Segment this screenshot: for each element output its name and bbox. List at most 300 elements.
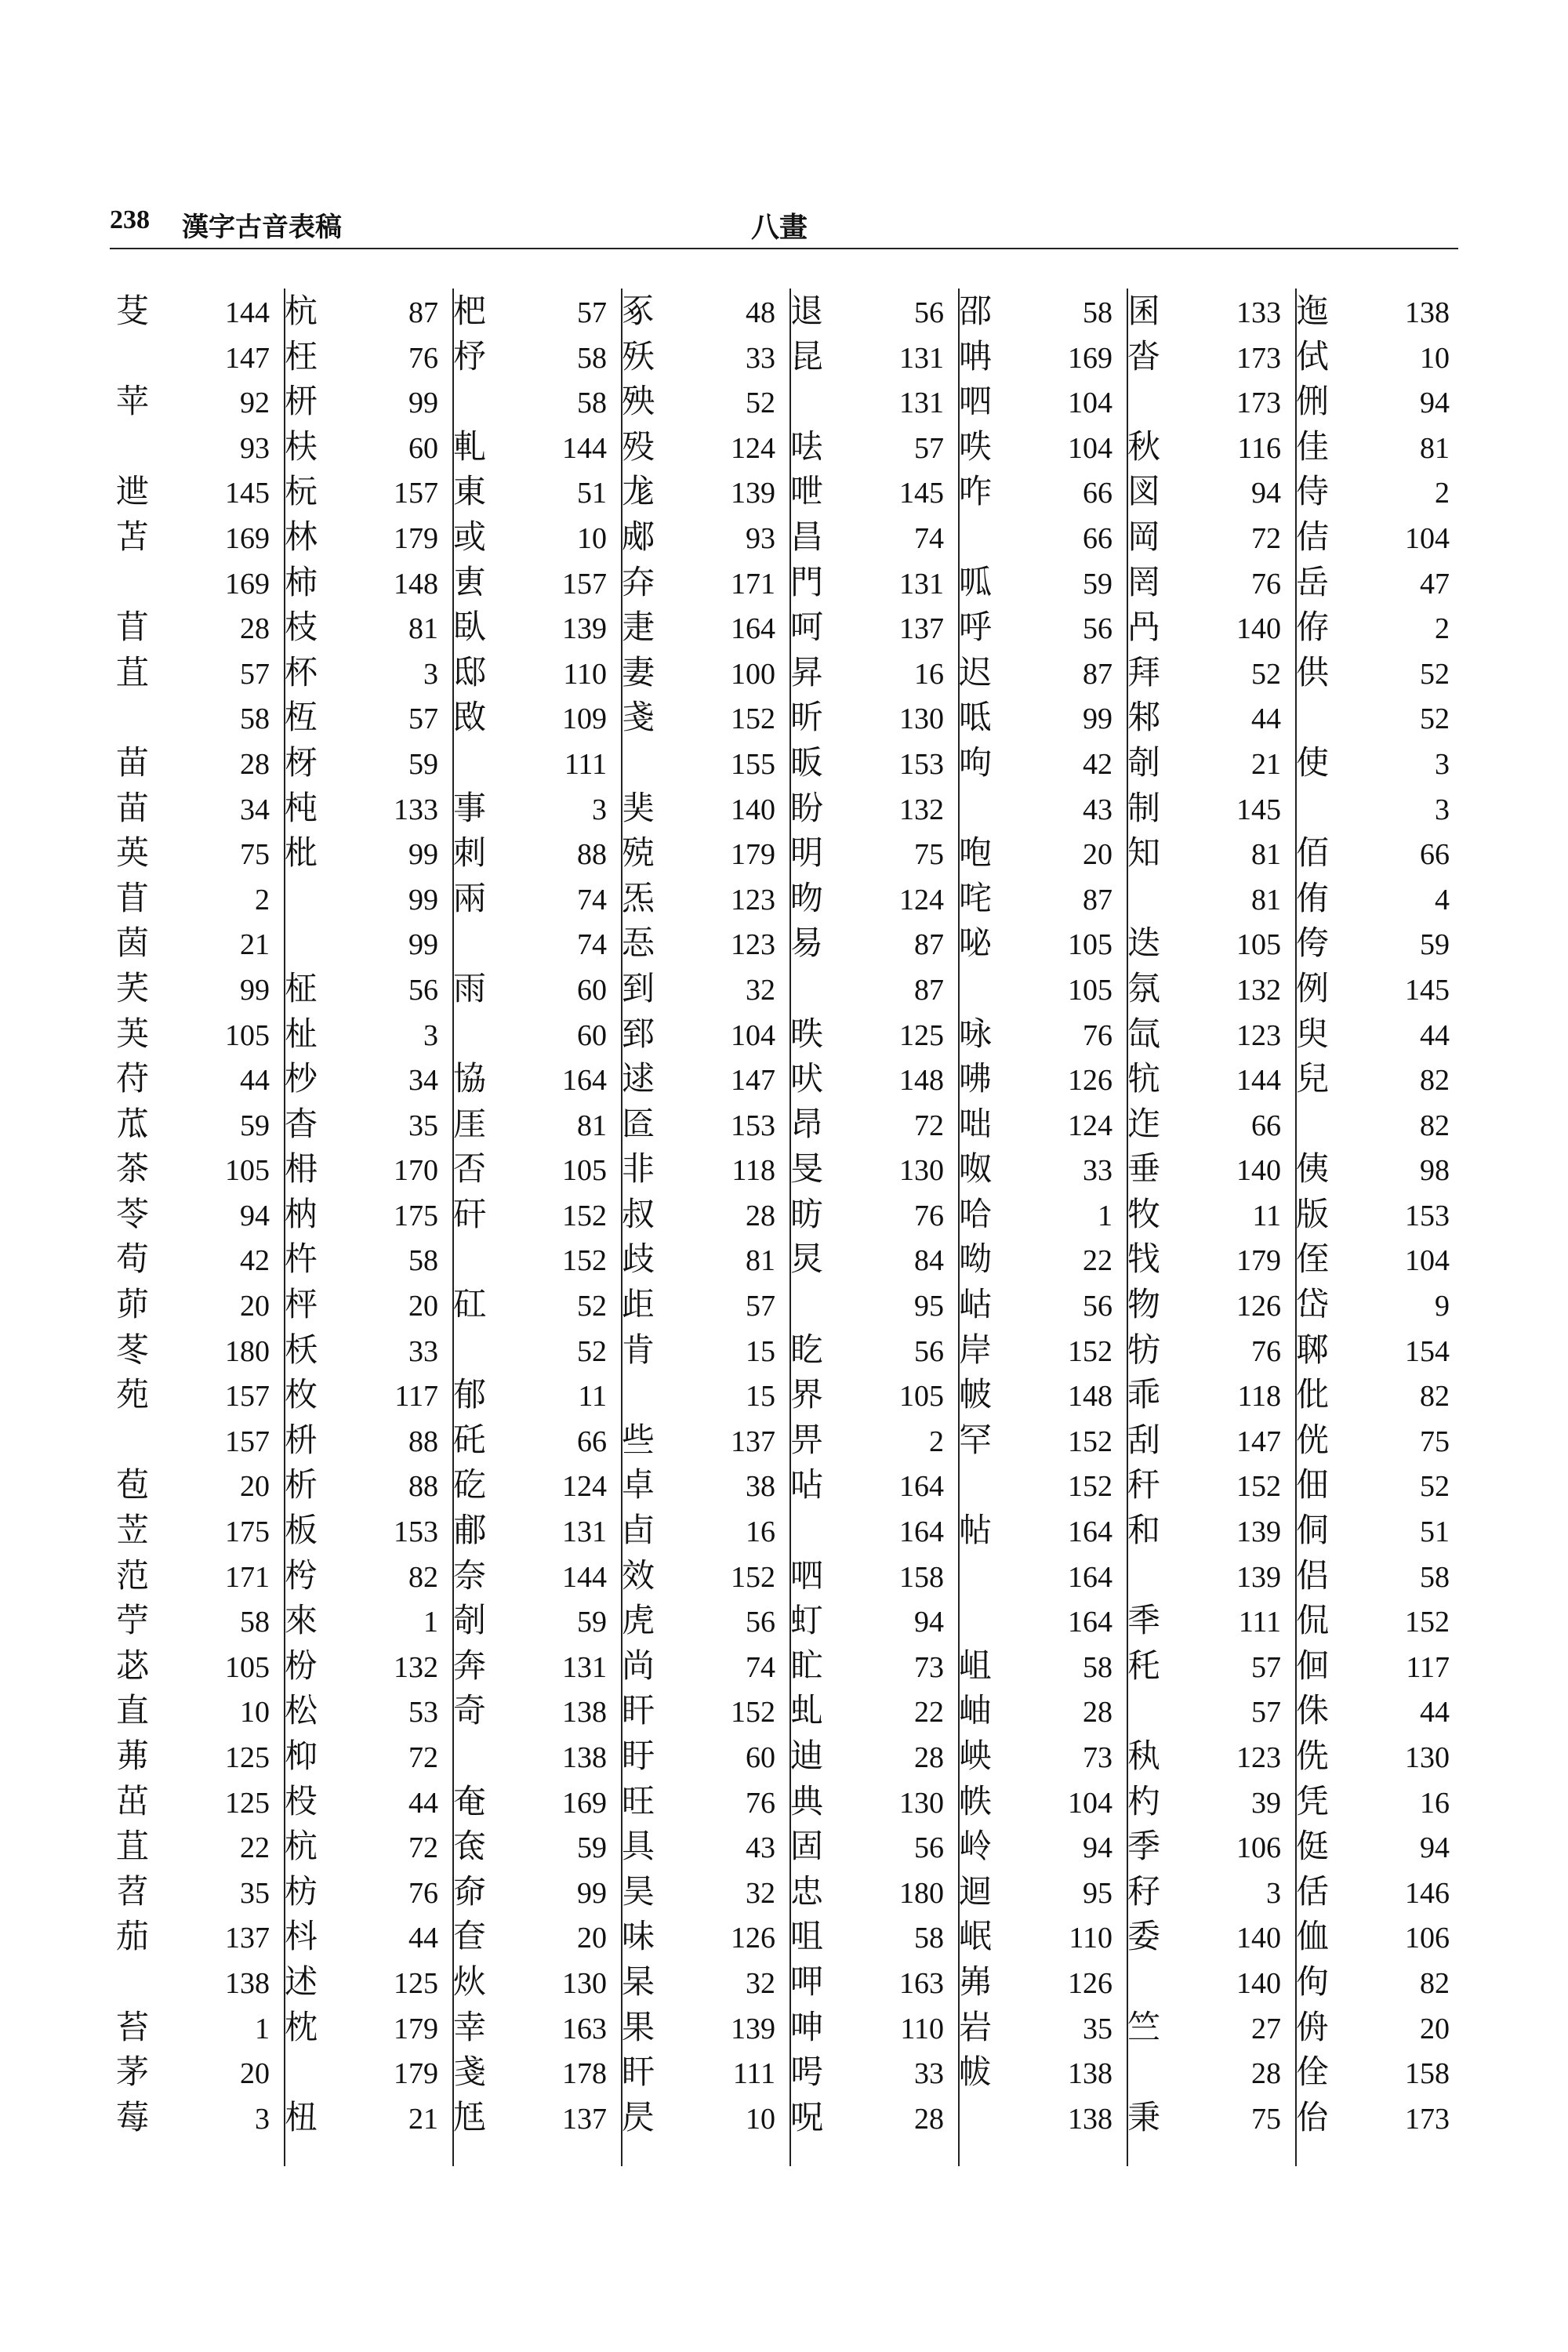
- entry-character: 枇: [285, 833, 318, 873]
- index-entry: [1290, 920, 1464, 966]
- index-entry: [615, 786, 789, 831]
- index-entry: [110, 560, 284, 605]
- index-entry: [1121, 2005, 1295, 2050]
- entry-character: 侙: [1296, 336, 1330, 376]
- entry-character: 杲: [622, 1962, 655, 2001]
- index-entry: [615, 1643, 789, 1689]
- index-entry: [278, 1733, 452, 1779]
- entry-page-ref: 94: [1420, 387, 1450, 420]
- entry-character: 苕: [116, 1871, 150, 1911]
- entry-character: 矺: [453, 1420, 487, 1459]
- entry-character: 秋: [1127, 426, 1161, 466]
- index-entry: [615, 1146, 789, 1192]
- index-entry: [953, 1011, 1127, 1057]
- index-entry: [784, 876, 958, 921]
- index-entry: [1121, 1643, 1295, 1689]
- entry-character: 固: [790, 1827, 824, 1866]
- entry-character: 直: [116, 1691, 150, 1730]
- entry-page-ref: 130: [1405, 1741, 1450, 1774]
- entry-page-ref: 81: [1420, 431, 1450, 465]
- entry-character: 殀: [622, 336, 655, 376]
- index-entry: [110, 1327, 284, 1373]
- entry-page-ref: 28: [746, 1199, 775, 1232]
- index-entry: [1121, 1824, 1295, 1869]
- index-entry: [110, 424, 284, 470]
- entry-page-ref: 164: [731, 612, 775, 646]
- entry-page-ref: 84: [914, 1244, 944, 1278]
- index-entry: [953, 604, 1127, 650]
- entry-character: 岪: [959, 1962, 993, 2001]
- entry-character: 呦: [959, 1240, 993, 1279]
- entry-character: 匼: [622, 1104, 655, 1143]
- entry-page-ref: 124: [731, 431, 775, 465]
- entry-page-ref: 20: [240, 1470, 270, 1504]
- entry-character: 炏: [453, 1962, 487, 2001]
- entry-character: 茀: [116, 1737, 150, 1775]
- entry-page-ref: 152: [731, 702, 775, 736]
- entry-character: 易: [790, 924, 824, 963]
- entry-character: 苓: [116, 1194, 150, 1233]
- index-entry: [784, 1869, 958, 1915]
- index-entry: [1290, 289, 1464, 334]
- entry-character: 氙: [1127, 1014, 1161, 1053]
- index-entry: [278, 1146, 452, 1192]
- entry-page-ref: 147: [225, 341, 270, 375]
- entry-character: 侃: [1296, 1601, 1330, 1640]
- index-entry: [1290, 424, 1464, 470]
- index-entry: [447, 1011, 621, 1057]
- entry-character: 侹: [1296, 1827, 1330, 1866]
- entry-character: 盰: [622, 2053, 655, 2092]
- entry-page-ref: 171: [731, 567, 775, 601]
- entry-page-ref: 56: [408, 973, 438, 1007]
- entry-page-ref: 47: [1420, 567, 1450, 601]
- entry-character: 枡: [285, 1420, 318, 1459]
- entry-page-ref: 58: [240, 1606, 270, 1639]
- entry-page-ref: 3: [423, 657, 438, 691]
- entry-page-ref: 82: [1420, 1109, 1450, 1142]
- index-entry: [784, 740, 958, 786]
- entry-character: 厓: [453, 1104, 487, 1143]
- entry-page-ref: 59: [577, 1606, 607, 1639]
- entry-page-ref: 152: [1405, 1606, 1450, 1639]
- entry-page-ref: 3: [423, 1018, 438, 1052]
- entry-page-ref: 42: [240, 1244, 270, 1278]
- entry-page-ref: 152: [731, 1696, 775, 1730]
- entry-page-ref: 66: [1083, 521, 1112, 555]
- index-entry: [447, 604, 621, 650]
- entry-page-ref: 99: [408, 838, 438, 872]
- entry-page-ref: 74: [746, 1650, 775, 1684]
- entry-character: 呹: [959, 426, 993, 466]
- index-entry: [278, 424, 452, 470]
- index-entry: [278, 560, 452, 605]
- index-entry: [110, 1598, 284, 1643]
- entry-character: 英: [116, 833, 150, 873]
- entry-page-ref: 116: [1237, 431, 1281, 465]
- entry-character: 忢: [622, 924, 655, 963]
- entry-character: 帖: [959, 1511, 993, 1550]
- entry-page-ref: 1: [423, 1606, 438, 1639]
- index-entry: [1290, 1146, 1464, 1192]
- entry-character: 杸: [285, 1781, 318, 1820]
- entry-page-ref: 21: [1251, 747, 1281, 781]
- index-entry: [110, 920, 284, 966]
- index-entry: [278, 1598, 452, 1643]
- entry-page-ref: 105: [225, 1154, 270, 1188]
- index-entry: [953, 289, 1127, 334]
- index-entry: [278, 1643, 452, 1689]
- entry-character: 咋: [959, 472, 993, 511]
- entry-character: 苽: [116, 1104, 150, 1143]
- entry-page-ref: 105: [562, 1154, 607, 1188]
- entry-page-ref: 145: [899, 477, 944, 510]
- entry-character: 昄: [790, 742, 824, 782]
- entry-character: 侀: [1296, 382, 1330, 421]
- index-entry: [784, 1824, 958, 1869]
- entry-page-ref: 56: [914, 1831, 944, 1865]
- index-entry: [447, 2005, 621, 2050]
- index-entry: [784, 695, 958, 740]
- entry-character: 軋: [453, 426, 487, 466]
- entry-character: 供: [1296, 652, 1330, 691]
- index-entry: [615, 650, 789, 695]
- index-entry: [447, 1553, 621, 1599]
- entry-character: 茁: [116, 1781, 150, 1820]
- entry-page-ref: 125: [899, 1018, 944, 1052]
- entry-character: 咄: [959, 1104, 993, 1143]
- index-entry: [784, 1733, 958, 1779]
- index-entry: [953, 1688, 1127, 1733]
- entry-character: 奜: [622, 788, 655, 827]
- entry-character: 氛: [1127, 968, 1161, 1007]
- entry-page-ref: 21: [408, 2102, 438, 2136]
- entry-character: 岨: [959, 1646, 993, 1685]
- index-entry: [1290, 1282, 1464, 1327]
- entry-page-ref: 9: [1435, 1290, 1450, 1323]
- entry-character: 苹: [116, 382, 150, 421]
- entry-page-ref: 33: [914, 2057, 944, 2091]
- index-entry: [1290, 1508, 1464, 1553]
- entry-character: 尚: [622, 1646, 655, 1685]
- entry-page-ref: 88: [408, 1470, 438, 1504]
- entry-page-ref: 52: [577, 1290, 607, 1323]
- index-entry: [1121, 1327, 1295, 1373]
- entry-page-ref: 93: [240, 431, 270, 465]
- index-entry: [615, 424, 789, 470]
- entry-page-ref: 2: [1435, 477, 1450, 510]
- entry-page-ref: 3: [592, 793, 607, 826]
- index-entry: [615, 469, 789, 514]
- entry-page-ref: 76: [408, 341, 438, 375]
- index-entry: [784, 1779, 958, 1824]
- entry-character: 季: [1127, 1827, 1161, 1866]
- entry-character: 枊: [285, 1737, 318, 1775]
- entry-page-ref: 27: [1251, 2012, 1281, 2045]
- entry-page-ref: 140: [731, 793, 775, 826]
- entry-page-ref: 57: [1251, 1696, 1281, 1730]
- entry-page-ref: 157: [225, 1425, 270, 1458]
- entry-page-ref: 92: [240, 387, 270, 420]
- index-entry: [615, 334, 789, 379]
- entry-character: 秇: [1127, 1737, 1161, 1775]
- entry-character: 效: [622, 1555, 655, 1595]
- entry-page-ref: 171: [225, 1560, 270, 1594]
- entry-page-ref: 2: [1435, 612, 1450, 646]
- index-entry: [110, 1417, 284, 1463]
- entry-page-ref: 2: [929, 1425, 944, 1458]
- index-entry: [615, 1779, 789, 1824]
- entry-character: 妻: [622, 652, 655, 691]
- entry-character: 奃: [453, 1827, 487, 1866]
- entry-character: 凭: [1296, 1781, 1330, 1820]
- entry-page-ref: 148: [1068, 1380, 1112, 1414]
- index-entry: [615, 1733, 789, 1779]
- entry-character: 制: [1127, 788, 1161, 827]
- entry-character: 果: [622, 2007, 655, 2046]
- entry-page-ref: 59: [1083, 567, 1112, 601]
- index-entry: [1290, 1102, 1464, 1147]
- index-entry: [784, 469, 958, 514]
- entry-page-ref: 57: [577, 296, 607, 329]
- index-column: [447, 289, 622, 2166]
- entry-character: 昳: [790, 1014, 824, 1053]
- entry-page-ref: 43: [746, 1831, 775, 1865]
- entry-page-ref: 126: [1068, 1064, 1112, 1098]
- index-entry: [278, 2005, 452, 2050]
- entry-page-ref: 163: [562, 2012, 607, 2045]
- entry-character: 侗: [1296, 1511, 1330, 1550]
- entry-character: 盼: [790, 788, 824, 827]
- entry-character: 侍: [1296, 472, 1330, 511]
- entry-character: 枋: [285, 1871, 318, 1911]
- index-entry: [784, 1372, 958, 1417]
- entry-page-ref: 28: [1083, 1696, 1112, 1730]
- index-entry: [110, 1056, 284, 1102]
- entry-character: 咇: [959, 924, 993, 963]
- entry-character: 邸: [453, 652, 487, 691]
- index-entry: [110, 334, 284, 379]
- index-entry: [784, 334, 958, 379]
- entry-page-ref: 179: [394, 2012, 438, 2045]
- entry-character: 郁: [453, 1375, 487, 1414]
- entry-page-ref: 73: [914, 1650, 944, 1684]
- entry-character: 尪: [453, 2097, 487, 2136]
- entry-page-ref: 58: [1083, 296, 1112, 329]
- entry-character: 豖: [622, 292, 655, 330]
- index-entry: [278, 2049, 452, 2095]
- index-column: [615, 289, 791, 2166]
- entry-page-ref: 126: [1236, 1290, 1281, 1323]
- index-entry: [615, 1417, 789, 1463]
- entry-character: 垂: [1127, 1149, 1161, 1189]
- entry-page-ref: 153: [394, 1515, 438, 1549]
- index-entry: [615, 695, 789, 740]
- entry-page-ref: 157: [394, 477, 438, 510]
- entry-character: 枉: [285, 336, 318, 376]
- entry-character: 枕: [285, 2007, 318, 2046]
- section-title: 八畫: [751, 211, 808, 244]
- index-entry: [278, 650, 452, 695]
- entry-page-ref: 44: [240, 1064, 270, 1098]
- entry-character: 剞: [453, 1601, 487, 1640]
- entry-page-ref: 137: [225, 1922, 270, 1955]
- index-entry: [110, 2005, 284, 2050]
- index-entry: [110, 1959, 284, 2005]
- entry-page-ref: 74: [577, 883, 607, 916]
- entry-character: 佶: [1296, 517, 1330, 556]
- entry-page-ref: 22: [1083, 1244, 1112, 1278]
- entry-page-ref: 131: [899, 341, 944, 375]
- entry-page-ref: 118: [731, 1154, 775, 1188]
- entry-page-ref: 88: [408, 1425, 438, 1458]
- entry-character: 虰: [790, 1601, 824, 1640]
- entry-page-ref: 34: [408, 1064, 438, 1098]
- entry-page-ref: 99: [408, 387, 438, 420]
- index-entry: [784, 1959, 958, 2005]
- entry-page-ref: 124: [899, 883, 944, 916]
- entry-page-ref: 42: [1083, 747, 1112, 781]
- index-entry: [110, 966, 284, 1011]
- index-entry: [1121, 1236, 1295, 1282]
- entry-page-ref: 179: [394, 521, 438, 555]
- index-entry: [278, 1688, 452, 1733]
- index-entry: [615, 1824, 789, 1869]
- entry-character: 戔: [622, 698, 655, 737]
- index-column: [953, 289, 1128, 2166]
- entry-character: 苟: [116, 1240, 150, 1279]
- entry-character: 牥: [1127, 1330, 1161, 1369]
- entry-page-ref: 57: [1251, 1650, 1281, 1684]
- index-entry: [447, 830, 621, 876]
- index-table: [110, 289, 1458, 2170]
- entry-page-ref: 56: [746, 1606, 775, 1639]
- entry-character: 乖: [1127, 1375, 1161, 1414]
- index-entry: [447, 2095, 621, 2140]
- entry-character: 帗: [959, 2053, 993, 2092]
- entry-page-ref: 139: [562, 612, 607, 646]
- entry-character: 東: [453, 472, 487, 511]
- entry-page-ref: 132: [1236, 973, 1281, 1007]
- entry-page-ref: 164: [899, 1470, 944, 1504]
- index-entry: [953, 560, 1127, 605]
- entry-character: 退: [790, 292, 824, 330]
- entry-page-ref: 123: [731, 883, 775, 916]
- index-entry: [953, 1914, 1127, 1959]
- entry-page-ref: 138: [1068, 2057, 1112, 2091]
- entry-page-ref: 158: [1405, 2057, 1450, 2091]
- index-entry: [278, 334, 452, 379]
- index-entry: [784, 966, 958, 1011]
- index-entry: [784, 1462, 958, 1508]
- entry-page-ref: 22: [914, 1696, 944, 1730]
- entry-character: 苗: [116, 742, 150, 782]
- entry-character: 岱: [1296, 1285, 1330, 1324]
- entry-character: 苴: [116, 652, 150, 691]
- entry-page-ref: 58: [1420, 1560, 1450, 1594]
- index-entry: [615, 1102, 789, 1147]
- index-entry: [615, 604, 789, 650]
- entry-page-ref: 173: [1236, 387, 1281, 420]
- index-entry: [615, 1327, 789, 1373]
- index-entry: [447, 1688, 621, 1733]
- entry-page-ref: 15: [746, 1334, 775, 1368]
- index-entry: [447, 1643, 621, 1689]
- entry-character: 茅: [116, 2053, 150, 2092]
- index-entry: [1121, 1598, 1295, 1643]
- index-entry: [953, 1779, 1127, 1824]
- index-column: [784, 289, 960, 2166]
- entry-page-ref: 74: [914, 521, 944, 555]
- entry-character: 岟: [959, 1737, 993, 1775]
- entry-page-ref: 52: [1251, 657, 1281, 691]
- entry-page-ref: 59: [1420, 928, 1450, 962]
- index-entry: [615, 1462, 789, 1508]
- index-entry: [615, 514, 789, 560]
- index-entry: [953, 1598, 1127, 1643]
- entry-page-ref: 72: [914, 1109, 944, 1142]
- entry-page-ref: 98: [1420, 1154, 1450, 1188]
- index-entry: [1290, 469, 1464, 514]
- entry-page-ref: 56: [914, 1334, 944, 1368]
- entry-page-ref: 58: [1083, 1650, 1112, 1684]
- entry-character: 奄: [453, 1781, 487, 1820]
- index-entry: [278, 1959, 452, 2005]
- entry-character: 岫: [959, 1691, 993, 1730]
- index-entry: [615, 1688, 789, 1733]
- entry-character: 盱: [622, 1737, 655, 1775]
- entry-character: 苳: [116, 1330, 150, 1369]
- entry-character: 沓: [1127, 336, 1161, 376]
- entry-character: 叀: [453, 562, 487, 601]
- index-entry: [953, 695, 1127, 740]
- index-entry: [784, 560, 958, 605]
- entry-character: 知: [1127, 833, 1161, 873]
- index-entry: [110, 1102, 284, 1147]
- index-entry: [953, 1146, 1127, 1192]
- entry-page-ref: 52: [746, 387, 775, 420]
- entry-page-ref: 11: [1252, 1199, 1281, 1232]
- entry-character: 邵: [959, 292, 993, 330]
- index-entry: [784, 650, 958, 695]
- entry-character: 呿: [790, 426, 824, 466]
- entry-character: 炁: [622, 878, 655, 917]
- entry-character: 迪: [790, 1737, 824, 1775]
- entry-page-ref: 131: [899, 387, 944, 420]
- entry-character: 枎: [285, 426, 318, 466]
- entry-character: 板: [285, 1511, 318, 1550]
- entry-page-ref: 20: [240, 1290, 270, 1323]
- index-entry: [110, 379, 284, 424]
- entry-character: 苑: [116, 1375, 150, 1414]
- entry-character: 佃: [1296, 1465, 1330, 1504]
- index-entry: [110, 1236, 284, 1282]
- entry-page-ref: 99: [1083, 702, 1112, 736]
- index-entry: [278, 604, 452, 650]
- entry-page-ref: 33: [408, 1334, 438, 1368]
- entry-character: 侉: [1296, 924, 1330, 963]
- index-entry: [1121, 650, 1295, 695]
- entry-page-ref: 137: [562, 2102, 607, 2136]
- index-entry: [953, 2049, 1127, 2095]
- entry-character: 呬: [790, 1555, 824, 1595]
- index-entry: [110, 2049, 284, 2095]
- entry-page-ref: 56: [1083, 1290, 1112, 1323]
- entry-page-ref: 179: [394, 2057, 438, 2091]
- entry-character: 呥: [959, 336, 993, 376]
- entry-character: 杵: [285, 1240, 318, 1279]
- entry-character: 到: [622, 968, 655, 1007]
